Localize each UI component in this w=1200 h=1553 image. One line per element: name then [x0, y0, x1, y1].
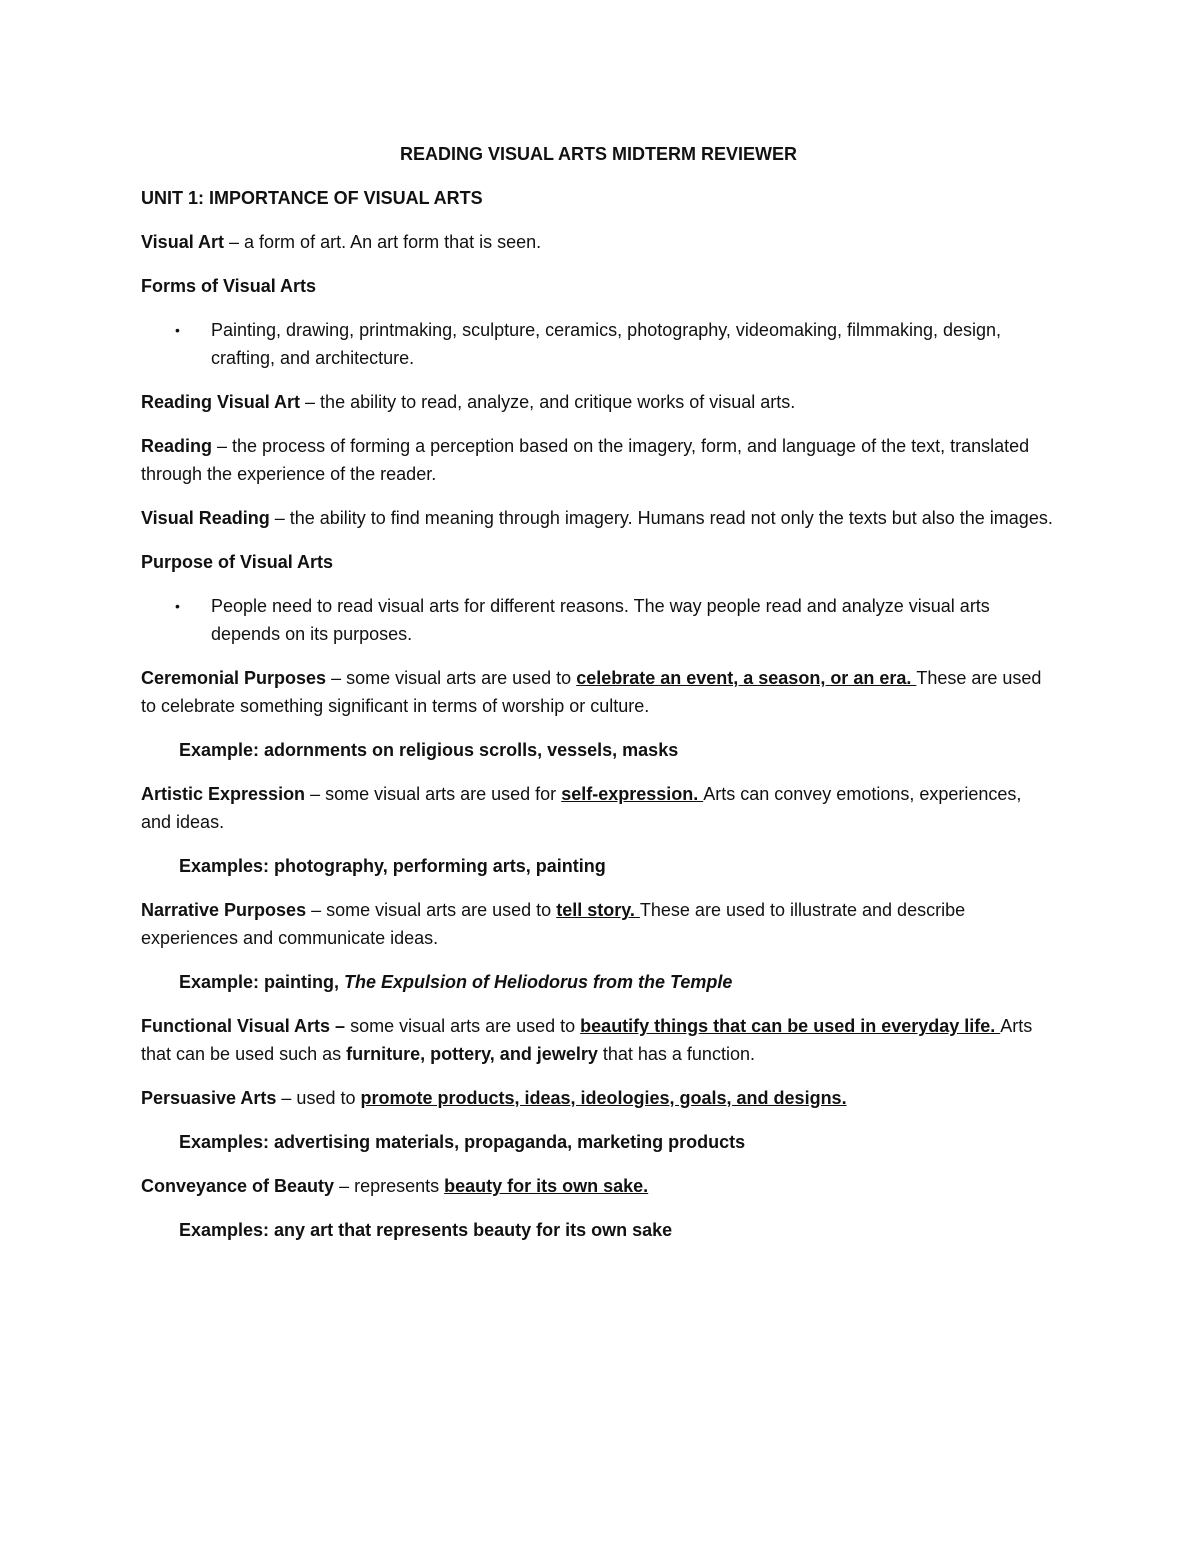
- bold-functional: furniture, pottery, and jewelry: [346, 1044, 598, 1064]
- pre-persuasive: – used to: [276, 1088, 361, 1108]
- purpose-bullet-text: People need to read visual arts for different reasons. The way people read and analyze visual arts depends on its purposes.: [211, 596, 990, 644]
- post-ceremonial: These are used to celebrate something significant in terms of worship or culture.: [141, 668, 1042, 716]
- forms-bullet-text: Painting, drawing, printmaking, sculpture, ceramics, photography, videomaking, filmmaking, design, crafting, and architecture.: [211, 320, 1002, 368]
- emph-ceremonial: celebrate an event, a season, or an era.: [576, 668, 917, 688]
- pre-narrative: – some visual arts are used to: [306, 900, 557, 920]
- definition-narrative: [141, 896, 1056, 952]
- example-ceremonial: Example: adornments on religious scrolls, vessels, masks: [179, 740, 679, 760]
- list-item: [175, 592, 1056, 648]
- emph-narrative: tell story.: [556, 900, 640, 920]
- definition-reading: [141, 432, 1056, 488]
- def-visual-art: – a form of art. An art form that is seen.: [224, 232, 542, 252]
- pre-artistic: – some visual arts are used for: [305, 784, 562, 804]
- term-visual-art: Visual Art: [141, 232, 225, 252]
- example-narrative: [179, 968, 1056, 996]
- term-reading-visual-art: Reading Visual Art: [141, 392, 301, 412]
- post1-functional: Arts that can be used such as: [141, 1016, 1033, 1064]
- term-visual-reading: Visual Reading: [141, 508, 270, 528]
- definition-functional: [141, 1012, 1056, 1068]
- heading-purpose-of-visual-arts: Purpose of Visual Arts: [141, 552, 334, 572]
- bullet-icon: •: [175, 322, 180, 338]
- example-narrative-pre: Example: painting,: [179, 972, 345, 992]
- example-beauty: Examples: any art that represents beauty for its own sake: [179, 1220, 673, 1240]
- emph-artistic: self-expression.: [561, 784, 704, 804]
- forms-list: [141, 316, 1056, 372]
- post2-functional: that has a function.: [597, 1044, 755, 1064]
- list-item: [175, 316, 1056, 372]
- heading-forms-of-visual-arts: Forms of Visual Arts: [141, 276, 317, 296]
- pre-functional: some visual arts are used to: [350, 1016, 581, 1036]
- def-reading-visual-art: – the ability to read, analyze, and critique works of visual arts.: [300, 392, 796, 412]
- term-ceremonial: Ceremonial Purposes: [141, 668, 327, 688]
- term-narrative: Narrative Purposes: [141, 900, 307, 920]
- unit-title: UNIT 1: IMPORTANCE OF VISUAL ARTS: [141, 188, 483, 208]
- def-reading: – the process of forming a perception based on the imagery, form, and language of the text, translated through the experience of the reader.: [141, 436, 1030, 484]
- definition-visual-art: [141, 228, 1056, 256]
- term-beauty: Conveyance of Beauty: [141, 1176, 335, 1196]
- def-visual-reading: – the ability to find meaning through imagery. Humans read not only the texts but also the images.: [269, 508, 1053, 528]
- definition-ceremonial: [141, 664, 1056, 720]
- example-persuasive: Examples: advertising materials, propaganda, marketing products: [179, 1132, 746, 1152]
- term-persuasive: Persuasive Arts: [141, 1088, 277, 1108]
- definition-visual-reading: [141, 504, 1056, 532]
- term-functional: Functional Visual Arts –: [141, 1016, 351, 1036]
- term-artistic: Artistic Expression: [141, 784, 306, 804]
- pre-ceremonial: – some visual arts are used to: [326, 668, 577, 688]
- purpose-list: [141, 592, 1056, 648]
- definition-artistic: [141, 780, 1056, 836]
- definition-reading-visual-art: [141, 388, 1056, 416]
- emph-persuasive: promote products, ideas, ideologies, goals, and designs.: [360, 1088, 847, 1108]
- bullet-icon: •: [175, 598, 180, 614]
- example-narrative-title: The Expulsion of Heliodorus from the Temple: [344, 972, 733, 992]
- definition-persuasive: [141, 1084, 1056, 1112]
- emph-functional: beautify things that can be used in everyday life.: [580, 1016, 1001, 1036]
- definition-beauty: [141, 1172, 1056, 1200]
- post-artistic: Arts can convey emotions, experiences, and ideas.: [141, 784, 1022, 832]
- example-artistic: Examples: photography, performing arts, painting: [179, 856, 606, 876]
- pre-beauty: – represents: [334, 1176, 445, 1196]
- term-reading: Reading: [141, 436, 213, 456]
- document-title: READING VISUAL ARTS MIDTERM REVIEWER: [399, 144, 798, 164]
- document-content: [141, 140, 1056, 1260]
- emph-beauty: beauty for its own sake.: [444, 1176, 649, 1196]
- post-narrative: These are used to illustrate and describe experiences and communicate ideas.: [141, 900, 966, 948]
